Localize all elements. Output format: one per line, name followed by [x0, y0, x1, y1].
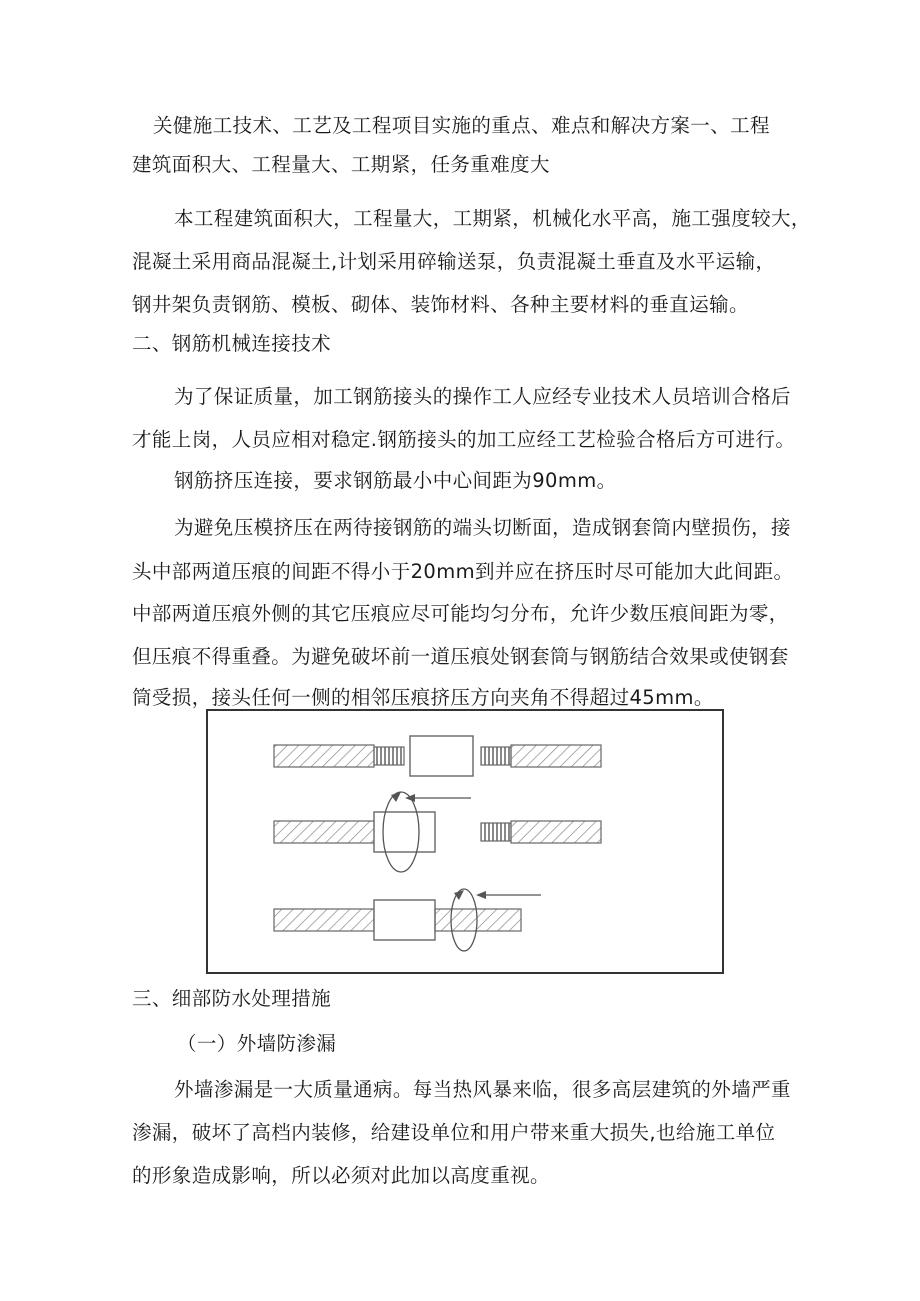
rebar-left [274, 821, 378, 843]
rebar-right [511, 745, 601, 767]
paragraph-line: 钢井架负责钢筋、模板、砌体、装饰材料、各种主要材料的垂直运输。 [132, 293, 749, 316]
paragraph-line: 但压痕不得重叠。为避免破坏前一道压痕处钢套筒与钢筋结合效果或使钢套 [132, 645, 789, 668]
subheading: （一）外墙防渗漏 [177, 1032, 337, 1055]
row-3-connected [274, 889, 541, 951]
paragraph-line: 为避免压模挤压在两待接钢筋的端头切断面，造成钢套筒内壁损伤，接 [174, 516, 791, 539]
paragraph-line: 的形象造成影响，所以必须对此加以高度重视。 [132, 1164, 550, 1187]
rebar-diagram-svg [208, 711, 722, 972]
paragraph-line: 钢筋挤压连接，要求钢筋最小中心间距为90mm。 [174, 469, 617, 492]
paragraph-line: 混凝土采用商品混凝土,计划采用碎输送泵，负责混凝土垂直及水平运输， [132, 250, 776, 273]
section-heading-2: 二、钢筋机械连接技术 [132, 332, 332, 355]
rebar-thread-left [374, 747, 404, 765]
paragraph-line: 筒受损，接头任何一侧的相邻压痕挤压方向夹角不得超过45mm。 [132, 686, 714, 709]
rotation-arrow [391, 792, 401, 802]
sleeve [374, 900, 435, 940]
title-line-2: 建筑面积大、工程量大、工期紧，任务重难度大 [132, 153, 550, 176]
sleeve [410, 736, 473, 776]
rebar-right [511, 821, 601, 843]
section-heading-3: 三、细部防水处理措施 [132, 987, 332, 1010]
paragraph-line: 渗漏，破坏了高档内装修，给建设单位和用户带来重大损失,也给施工单位 [132, 1121, 776, 1144]
rebar-left [274, 745, 374, 767]
row-2-partial [274, 792, 601, 872]
rebar-left [274, 909, 374, 931]
paragraph-line: 头中部两道压痕的间距不得小于20mm到并应在挤压时尽可能加大此间距。 [132, 560, 794, 583]
rebar-thread-right [481, 747, 511, 765]
paragraph-line: 为了保证质量，加工钢筋接头的操作工人应经专业技术人员培训合格后 [174, 385, 791, 408]
rebar-right [435, 909, 521, 931]
row-1-separated [274, 736, 601, 802]
arrow-head [476, 891, 486, 899]
paragraph-line: 才能上岗，人员应相对稳定.钢筋接头的加工应经工艺检验合格后方可进行。 [132, 428, 796, 451]
rotation-arrow [454, 890, 464, 900]
rebar-coupling-diagram [206, 709, 724, 974]
paragraph-line: 中部两道压痕外侧的其它压痕应尽可能均匀分布，允许少数压痕间距为零， [132, 602, 789, 625]
title-line-1: 关健施工技术、工艺及工程项目实施的重点、难点和解决方案一、工程 [153, 114, 770, 137]
paragraph-line: 本工程建筑面积大，工程量大，工期紧，机械化水平高，施工强度较大， [174, 207, 811, 230]
rebar-thread-right [481, 823, 511, 841]
paragraph-line: 外墙渗漏是一大质量通病。每当热风暴来临，很多高层建筑的外墙严重 [174, 1078, 791, 1101]
